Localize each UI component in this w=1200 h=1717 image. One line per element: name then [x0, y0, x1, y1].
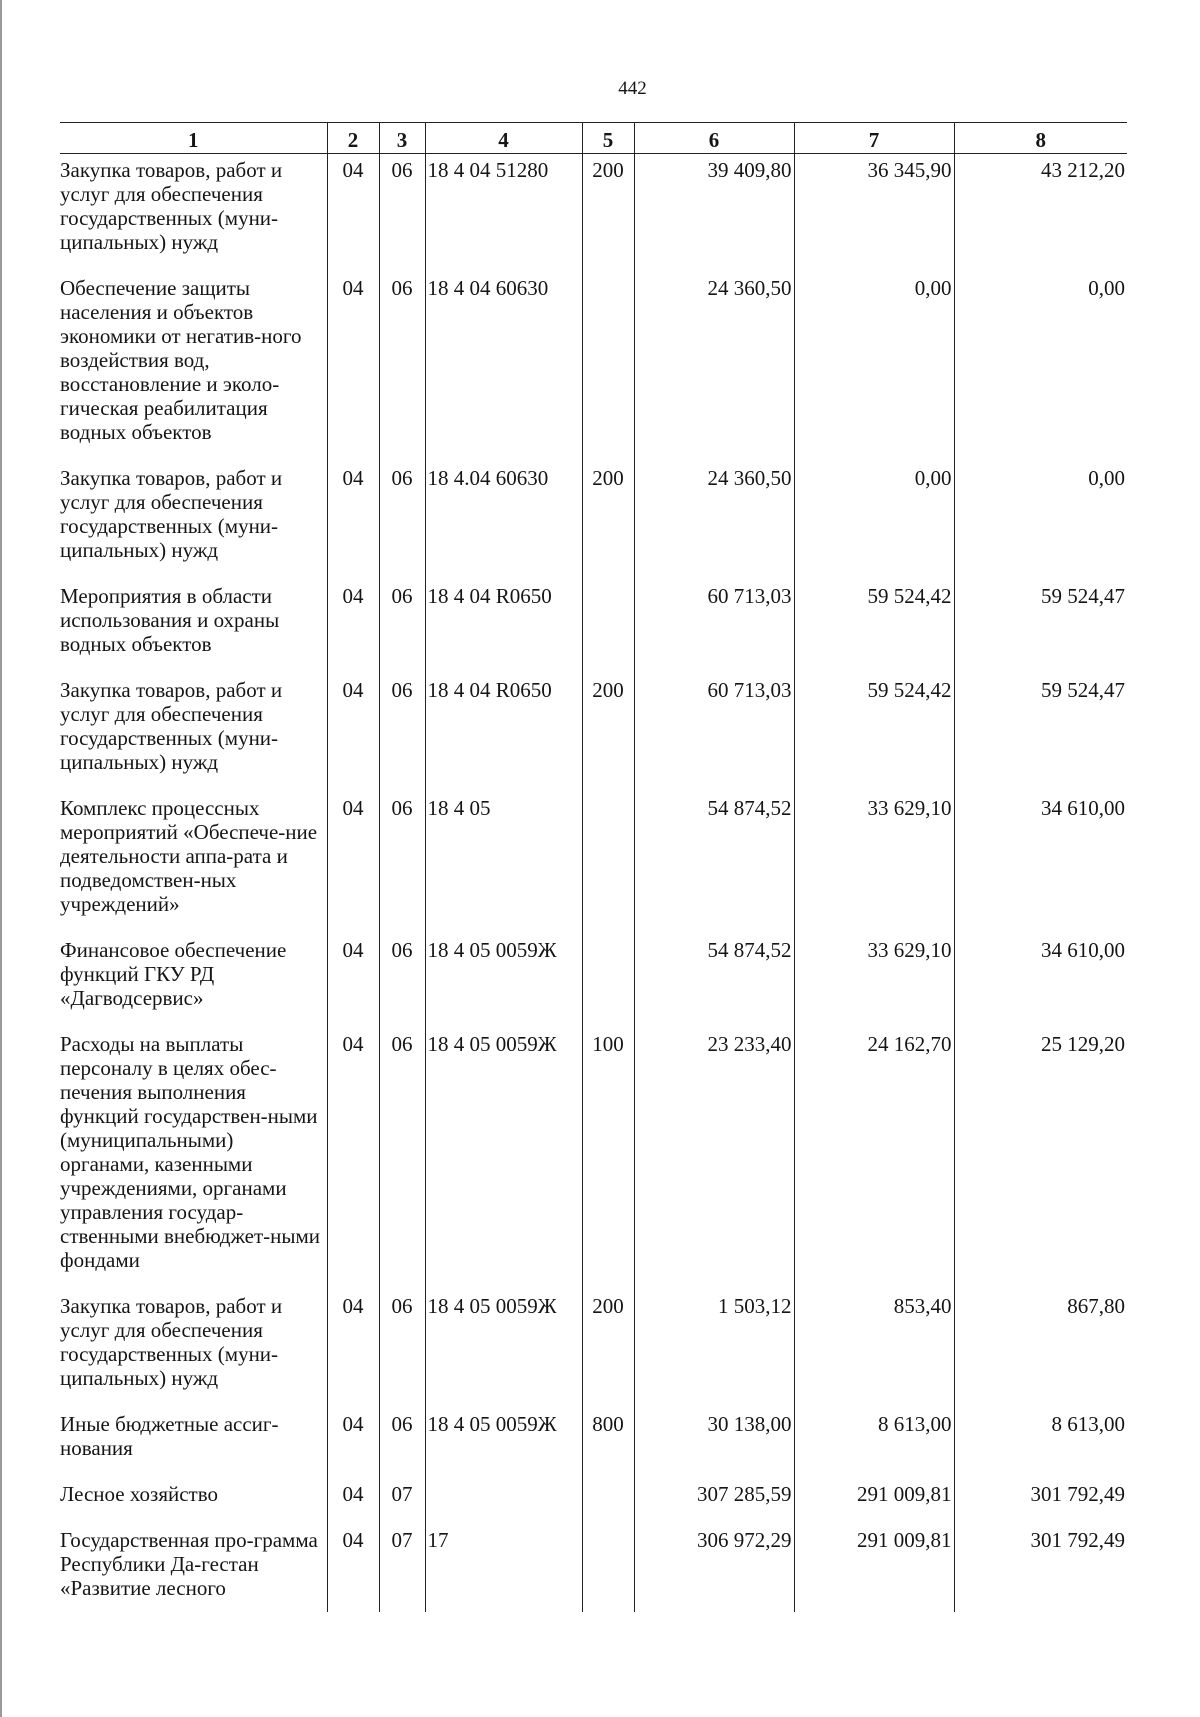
amount-col-7: 33 629,10: [794, 792, 954, 934]
subsection-code: 06: [379, 580, 425, 674]
subsection-code: 06: [379, 154, 425, 273]
amount-col-8: 59 524,47: [954, 674, 1127, 792]
expense-name: Лесное хозяйство: [60, 1482, 218, 1506]
amount-col-7: 0,00: [794, 272, 954, 462]
amount-col-7: 8 613,00: [794, 1408, 954, 1478]
amount-col-7: 853,40: [794, 1290, 954, 1408]
table-row: [60, 1524, 1127, 1612]
subsection-code: 07: [379, 1524, 425, 1612]
amount-col-6: 30 138,00: [634, 1408, 794, 1478]
amount-col-8: 8 613,00: [954, 1408, 1127, 1478]
table-row: [60, 792, 1127, 934]
column-header: 5: [582, 123, 634, 154]
target-article-code: [425, 1478, 582, 1524]
amount-col-8: 34 610,00: [954, 792, 1127, 934]
table-row: [60, 1028, 1127, 1290]
expense-name: Финансовое обеспечение функций ГКУ РД «Дагводсервис»: [60, 938, 287, 1010]
table-row: [60, 674, 1127, 792]
table-row: [60, 1478, 1127, 1524]
amount-col-6: 23 233,40: [634, 1028, 794, 1290]
amount-col-7: 24 162,70: [794, 1028, 954, 1290]
target-article-code: 18 4 05 0059Ж: [425, 1028, 582, 1290]
subsection-code: 06: [379, 1408, 425, 1478]
expense-name: Закупка товаров, работ и услуг для обеспечения государственных (муни-ципальных) нужд: [60, 466, 283, 562]
table-row: [60, 580, 1127, 674]
target-article-code: 17: [425, 1524, 582, 1612]
column-header: 4: [425, 123, 582, 154]
expense-type-code: [582, 1524, 634, 1612]
amount-col-8: 25 129,20: [954, 1028, 1127, 1290]
expense-type-code: 100: [582, 1028, 634, 1290]
column-header: 7: [794, 123, 954, 154]
section-code: 04: [327, 1408, 379, 1478]
amount-col-7: 0,00: [794, 462, 954, 580]
amount-col-6: 24 360,50: [634, 272, 794, 462]
expense-name: Закупка товаров, работ и услуг для обеспечения государственных (муни-ципальных) нужд: [60, 1294, 283, 1390]
amount-col-8: 301 792,49: [954, 1524, 1127, 1612]
expense-type-code: [582, 934, 634, 1028]
amount-col-7: 291 009,81: [794, 1524, 954, 1612]
section-code: 04: [327, 1290, 379, 1408]
section-code: 04: [327, 934, 379, 1028]
page-number: 442: [618, 78, 647, 99]
table-row: [60, 462, 1127, 580]
target-article-code: 18 4 04 51280: [425, 154, 582, 273]
section-code: 04: [327, 792, 379, 934]
target-article-code: 18 4 04 60630: [425, 272, 582, 462]
expense-name: Обеспечение защиты населения и объектов экономики от негатив-ного воздействия вод, восстановление и эколо-гическая реабилитация водных объектов: [60, 276, 302, 444]
expense-type-code: [582, 272, 634, 462]
amount-col-7: 33 629,10: [794, 934, 954, 1028]
amount-col-8: 301 792,49: [954, 1478, 1127, 1524]
expense-name: Расходы на выплаты персоналу в целях обес-печения выполнения функций государствен-ными (муниципальными) органами, казенными учреждениями, органами управления государ-ственными внебюджет-ными фондами: [60, 1032, 321, 1272]
expense-name: Иные бюджетные ассиг-нования: [60, 1412, 279, 1460]
table-row: [60, 1408, 1127, 1478]
amount-col-8: 34 610,00: [954, 934, 1127, 1028]
section-code: 04: [327, 674, 379, 792]
amount-col-6: 60 713,03: [634, 674, 794, 792]
budget-table: [60, 122, 1127, 1612]
amount-col-6: 24 360,50: [634, 462, 794, 580]
amount-col-6: 306 972,29: [634, 1524, 794, 1612]
target-article-code: 18 4 05: [425, 792, 582, 934]
amount-col-8: 43 212,20: [954, 154, 1127, 273]
subsection-code: 06: [379, 934, 425, 1028]
amount-col-6: 54 874,52: [634, 792, 794, 934]
amount-col-7: 291 009,81: [794, 1478, 954, 1524]
expense-type-code: 200: [582, 154, 634, 273]
column-header: 1: [60, 123, 327, 154]
table-row: [60, 272, 1127, 462]
expense-type-code: 200: [582, 462, 634, 580]
target-article-code: 18 4 04 R0650: [425, 580, 582, 674]
subsection-code: 07: [379, 1478, 425, 1524]
amount-col-8: 0,00: [954, 462, 1127, 580]
expense-name: Мероприятия в области использования и охраны водных объектов: [60, 584, 280, 656]
target-article-code: 18 4 05 0059Ж: [425, 934, 582, 1028]
target-article-code: 18 4 05 0059Ж: [425, 1290, 582, 1408]
column-header: 8: [954, 123, 1127, 154]
subsection-code: 06: [379, 1028, 425, 1290]
amount-col-6: 39 409,80: [634, 154, 794, 273]
expense-type-code: 200: [582, 674, 634, 792]
header-row: [60, 123, 1127, 154]
amount-col-8: 59 524,47: [954, 580, 1127, 674]
expense-name: Закупка товаров, работ и услуг для обеспечения государственных (муни-ципальных) нужд: [60, 678, 283, 774]
section-code: 04: [327, 462, 379, 580]
amount-col-7: 36 345,90: [794, 154, 954, 273]
amount-col-7: 59 524,42: [794, 580, 954, 674]
target-article-code: 18 4 04 R0650: [425, 674, 582, 792]
section-code: 04: [327, 1478, 379, 1524]
table-row: [60, 934, 1127, 1028]
scan-edge: [0, 0, 2, 1717]
subsection-code: 06: [379, 462, 425, 580]
amount-col-8: 867,80: [954, 1290, 1127, 1408]
section-code: 04: [327, 154, 379, 273]
amount-col-8: 0,00: [954, 272, 1127, 462]
subsection-code: 06: [379, 1290, 425, 1408]
expense-type-code: [582, 580, 634, 674]
expense-type-code: 800: [582, 1408, 634, 1478]
amount-col-6: 54 874,52: [634, 934, 794, 1028]
section-code: 04: [327, 1524, 379, 1612]
table-row: [60, 1290, 1127, 1408]
amount-col-6: 1 503,12: [634, 1290, 794, 1408]
column-header: 3: [379, 123, 425, 154]
expense-type-code: [582, 792, 634, 934]
column-header: 6: [634, 123, 794, 154]
section-code: 04: [327, 272, 379, 462]
column-header: 2: [327, 123, 379, 154]
target-article-code: 18 4.04 60630: [425, 462, 582, 580]
subsection-code: 06: [379, 272, 425, 462]
section-code: 04: [327, 580, 379, 674]
amount-col-6: 307 285,59: [634, 1478, 794, 1524]
target-article-code: 18 4 05 0059Ж: [425, 1408, 582, 1478]
subsection-code: 06: [379, 792, 425, 934]
expense-name: Комплекс процессных мероприятий «Обеспече-ние деятельности аппа-рата и подведомствен-ных учреждений»: [60, 796, 318, 916]
table-row: [60, 154, 1127, 273]
subsection-code: 06: [379, 674, 425, 792]
amount-col-7: 59 524,42: [794, 674, 954, 792]
amount-col-6: 60 713,03: [634, 580, 794, 674]
expense-name: Закупка товаров, работ и услуг для обеспечения государственных (муни-ципальных) нужд: [60, 158, 283, 254]
expense-type-code: [582, 1478, 634, 1524]
expense-type-code: 200: [582, 1290, 634, 1408]
section-code: 04: [327, 1028, 379, 1290]
expense-name: Государственная про-грамма Республики Да-гестан «Развитие лесного: [60, 1528, 318, 1600]
